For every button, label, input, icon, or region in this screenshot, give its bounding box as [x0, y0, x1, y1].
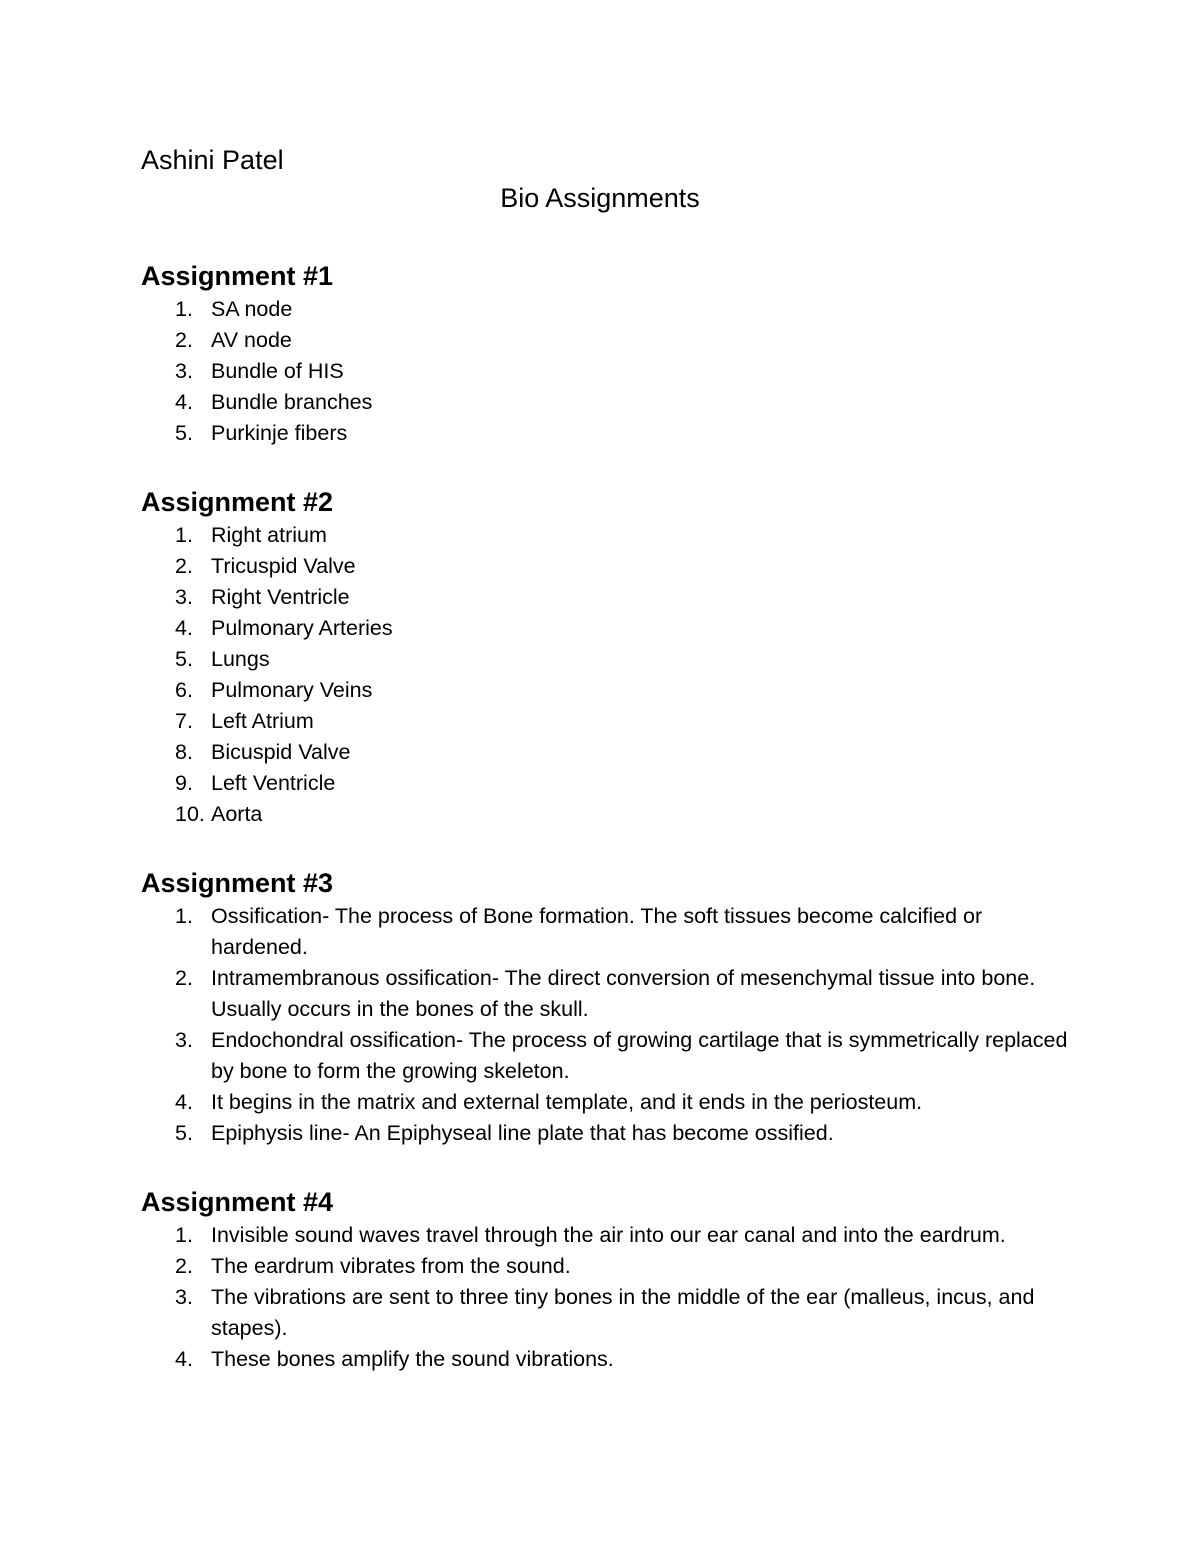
assignment-section-4: [141, 1184, 1081, 1375]
document-title: Bio Assignments: [500, 183, 700, 213]
list-item: [141, 582, 1081, 613]
author-name: Ashini Patel: [141, 145, 284, 175]
list-item-number: 3.: [175, 1285, 193, 1309]
list-item: [141, 706, 1081, 737]
assignment-heading: Assignment #3: [141, 868, 334, 898]
list-item: [141, 387, 1081, 418]
list-item: [141, 1025, 1081, 1087]
list-item-number: 5.: [175, 647, 193, 671]
list-item-number: 4.: [175, 390, 193, 414]
list-item-text: Right Ventricle: [211, 585, 350, 609]
list-item-number: 2.: [175, 554, 193, 578]
list-item: [141, 901, 1081, 963]
list-item-number: 8.: [175, 740, 193, 764]
list-item-text: The eardrum vibrates from the sound.: [211, 1254, 571, 1278]
list-item-text: Pulmonary Arteries: [211, 616, 393, 640]
list-item: [141, 1118, 1081, 1149]
list-item-number: 9.: [175, 771, 193, 795]
list-item-number: 2.: [175, 1254, 193, 1278]
list-item-text: Lungs: [211, 647, 270, 671]
list-item-text: Left Atrium: [211, 709, 314, 733]
assignment-heading: Assignment #4: [141, 1187, 334, 1217]
assignment-list: [141, 520, 1081, 830]
list-item-text: Ossification- The process of Bone formation. The soft tissues become calcified or hardened.: [211, 904, 983, 959]
list-item-number: 4.: [175, 1090, 193, 1114]
list-item: [141, 799, 1081, 830]
list-item-number: 1.: [175, 523, 193, 547]
list-item: [141, 551, 1081, 582]
list-item-text: Bundle of HIS: [211, 359, 344, 383]
list-item: [141, 1087, 1081, 1118]
list-item: [141, 737, 1081, 768]
list-item-number: 5.: [175, 421, 193, 445]
list-item: [141, 325, 1081, 356]
list-item-text: It begins in the matrix and external template, and it ends in the periosteum.: [211, 1090, 923, 1114]
list-item-number: 2.: [175, 966, 193, 990]
assignment-list: [141, 901, 1081, 1149]
list-item-text: These bones amplify the sound vibrations.: [211, 1347, 614, 1371]
list-item-number: 7.: [175, 709, 193, 733]
list-item-number: 3.: [175, 1028, 193, 1052]
list-item-text: Left Ventricle: [211, 771, 336, 795]
list-item-text: Aorta: [211, 802, 263, 826]
list-item: [141, 1251, 1081, 1282]
list-item-text: Purkinje fibers: [211, 421, 348, 445]
list-item-number: 2.: [175, 328, 193, 352]
list-item: [141, 356, 1081, 387]
list-item-number: 4.: [175, 1347, 193, 1371]
list-item-number: 4.: [175, 616, 193, 640]
list-item-text: AV node: [211, 328, 292, 352]
list-item: [141, 294, 1081, 325]
list-item-number: 1.: [175, 297, 193, 321]
list-item-text: Intramembranous ossification- The direct conversion of mesenchymal tissue into bone. Usually occurs in the bones of the skull.: [211, 966, 1036, 1021]
list-item-number: 1.: [175, 904, 193, 928]
list-item-text: Right atrium: [211, 523, 327, 547]
list-item: [141, 768, 1081, 799]
list-item-number: 3.: [175, 359, 193, 383]
list-item-number: 3.: [175, 585, 193, 609]
list-item: [141, 644, 1081, 675]
list-item: [141, 613, 1081, 644]
list-item: [141, 1282, 1081, 1344]
assignment-section-1: [141, 258, 1081, 449]
list-item-text: Epiphysis line- An Epiphyseal line plate that has become ossified.: [211, 1121, 834, 1145]
assignment-section-2: [141, 484, 1081, 830]
assignment-heading: Assignment #1: [141, 261, 334, 291]
assignment-heading: Assignment #2: [141, 487, 334, 517]
list-item: [141, 520, 1081, 551]
list-item-text: Endochondral ossification- The process of growing cartilage that is symmetrically replaced by bone to form the growing skeleton.: [211, 1028, 1068, 1083]
assignment-section-3: [141, 865, 1081, 1149]
list-item-text: Pulmonary Veins: [211, 678, 373, 702]
list-item-number: 10.: [175, 802, 205, 826]
assignment-list: [141, 294, 1081, 449]
list-item-number: 6.: [175, 678, 193, 702]
list-item-text: Invisible sound waves travel through the air into our ear canal and into the eardrum.: [211, 1223, 1006, 1247]
list-item-number: 1.: [175, 1223, 193, 1247]
assignment-list: [141, 1220, 1081, 1375]
list-item-text: Tricuspid Valve: [211, 554, 356, 578]
list-item-text: Bicuspid Valve: [211, 740, 351, 764]
list-item: [141, 675, 1081, 706]
list-item: [141, 1220, 1081, 1251]
list-item-number: 5.: [175, 1121, 193, 1145]
list-item-text: Bundle branches: [211, 390, 373, 414]
list-item: [141, 418, 1081, 449]
list-item: [141, 963, 1081, 1025]
list-item: [141, 1344, 1081, 1375]
list-item-text: SA node: [211, 297, 293, 321]
list-item-text: The vibrations are sent to three tiny bones in the middle of the ear (malleus, incus, and stapes).: [211, 1285, 1035, 1340]
